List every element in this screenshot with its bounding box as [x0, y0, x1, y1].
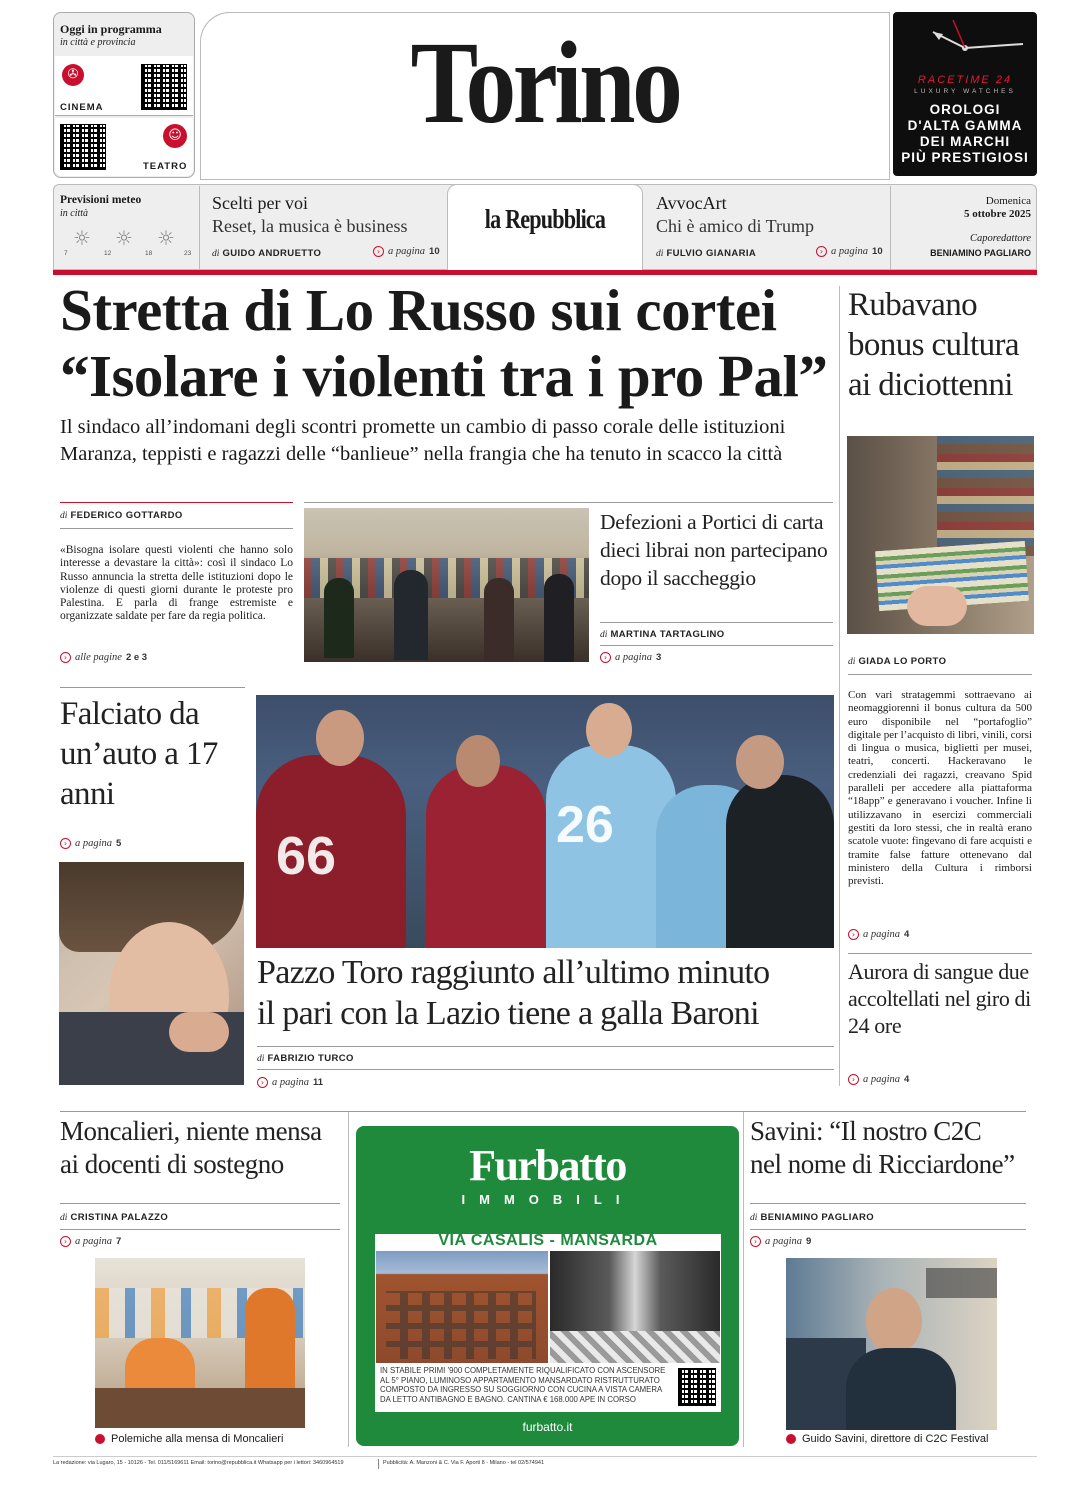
toro-page-ref[interactable]: › a pagina 11	[257, 1077, 323, 1088]
strip-red-rule	[53, 270, 1037, 275]
moncalieri-byline: di CRISTINA PALAZZO	[60, 1212, 169, 1223]
arrow-icon: ›	[750, 1236, 761, 1247]
savini-page-ref[interactable]: › a pagina 9	[750, 1236, 811, 1247]
bottom-rule	[60, 1111, 1026, 1112]
bonus-headline[interactable]: Rubavano bonus cultura ai diciottenni	[848, 287, 1019, 403]
aurora-page-ref[interactable]: › a pagina 4	[848, 1074, 909, 1085]
lead-rule	[60, 502, 293, 503]
weather-sun-icon-2: ☼	[115, 226, 133, 250]
footer-left: La redazione: via Lugaro, 15 - 10126 - Tel. 011/5169611 Email: torino@repubblica.it Whatsapp per i lettori: 3460964519	[53, 1460, 344, 1466]
theater-masks-icon: ☺	[163, 124, 187, 148]
moncalieri-headline-1[interactable]: Moncalieri, niente mensa	[60, 1116, 322, 1146]
box2-page-ref[interactable]: › a pagina 10	[816, 246, 883, 257]
weather-title: Previsioni meteo	[60, 194, 142, 206]
furbatto-banner: VIA CASALIS - MANSARDA	[438, 1232, 658, 1249]
moncalieri-page-ref[interactable]: › a pagina 7	[60, 1236, 121, 1247]
repubblica-logo: la Repubblica	[484, 204, 606, 234]
savini-portrait-photo	[786, 1258, 997, 1430]
falciato-page-ref[interactable]: › a pagina 5	[60, 838, 121, 849]
toro-headline-1[interactable]: Pazzo Toro raggiunto all’ultimo minuto	[257, 954, 770, 991]
masthead-title: Torino	[410, 17, 680, 148]
strip-divider-2	[890, 186, 891, 270]
aurora-headline[interactable]: Aurora di sangue due accoltellati nel giro di 24 ore	[848, 959, 1031, 1038]
moncalieri-headline-2[interactable]: ai docenti di sostegno	[60, 1149, 284, 1179]
portici-byline: di MARTINA TARTAGLINO	[600, 629, 725, 640]
cinema-qr-code[interactable]	[141, 64, 187, 110]
box1-kicker: Scelti per voi	[212, 193, 308, 213]
arrow-icon: ›	[600, 652, 611, 663]
furbatto-ad[interactable]	[356, 1126, 739, 1446]
bonus-byline-rule	[848, 674, 1032, 675]
portici-rule	[304, 502, 833, 503]
arrow-icon: ›	[60, 1236, 71, 1247]
racetime-line-2: D'ALTA GAMMA	[907, 118, 1023, 133]
camera-icon	[95, 1434, 105, 1444]
strip-divider-1	[199, 186, 200, 270]
arrow-icon: ›	[257, 1077, 268, 1088]
film-reel-icon: ✇	[62, 64, 84, 86]
school-canteen-photo	[95, 1258, 305, 1428]
racetime-brand: RACETIME 24	[917, 74, 1013, 86]
falciato-rule	[60, 687, 245, 688]
weather-sun-icon-1: ☼	[73, 226, 91, 250]
masthead-frame-left	[200, 12, 230, 180]
footer-rule	[53, 1456, 1037, 1457]
arrow-icon: ›	[373, 246, 384, 257]
program-subtitle: in città e provincia	[60, 37, 136, 48]
weather-sun-icon-3: ☼	[157, 226, 175, 250]
lead-subhead-1: Il sindaco all’indomani degli scontri promette un cambio di passo corale delle istituzioni	[60, 416, 786, 438]
footer-right: Pubblicità: A. Manzoni & C. Via F. Aporti 8 - Milano - tel 02/574941	[383, 1460, 545, 1466]
date: 5 ottobre 2025	[963, 208, 1031, 220]
furbatto-site[interactable]: furbatto.it	[522, 1420, 573, 1434]
aurora-rule	[848, 953, 1032, 954]
book-fair-photo	[304, 508, 589, 662]
program-title: Oggi in programma	[60, 22, 162, 36]
bonus-body: Con vari stratagemmi sottraevano ai neomaggiorenni il bonus cultura da 500 euro disponibile nel “portafoglio” digitale per l’acquisto di libri, vinili, corsi di lingua o musica, biglietti per musei, teatri, concerti. Hackeravano le credenziali dei ragazzi, creavano Spid paralleli per accedere alla piattaforma “18app” e generavano i voucher. Infine li utilizzavano in esercizi commerciali gestiti da loro stessi, che in realtà erano scatole vuote: fingevano di fare acquisti e tramite false fatture ottenevano dal ministero della Cultura i rimborsi previsti.	[848, 689, 1032, 888]
lead-headline-1[interactable]: Stretta di Lo Russo sui cortei	[60, 277, 777, 343]
toro-headline-2[interactable]: il pari con la Lazio tiene a galla Baroni	[257, 995, 759, 1032]
football-match-photo: 66 26	[256, 695, 834, 948]
lead-rule-2	[60, 528, 293, 529]
furbatto-qr-code[interactable]	[678, 1368, 716, 1406]
weather-hour-1: 7	[64, 250, 68, 257]
editor-name: BENIAMINO PAGLIARO	[930, 248, 1031, 258]
toro-byline: di FABRIZIO TURCO	[257, 1053, 354, 1064]
arrow-icon: ›	[848, 929, 859, 940]
hallway-photo	[550, 1251, 720, 1363]
arrow-icon: ›	[60, 652, 71, 663]
bonus-byline: di GIADA LO PORTO	[848, 656, 947, 667]
arrow-icon: ›	[816, 246, 827, 257]
furbatto-text: IN STABILE PRIMI ’900 COMPLETAMENTE RIQUALIFICATO CON ASCENSORE AL 5° PIANO, LUMINOSO APPARTAMENTO MANSARDATO RISTRUTTURATO COMPOSTO DA INGRESSO SU SOGGIORNO CON CUCINA A VISTA CAMERA DA LETTO ANTIBAGNO E BAGNO. CANTINA € 168.000 APE IN CORSO	[380, 1366, 666, 1404]
racetime-line-1: OROLOGI	[929, 102, 1001, 117]
savini-headline-2[interactable]: nel nome di Ricciardone”	[750, 1149, 1015, 1179]
savini-byline-rule-2	[750, 1229, 1026, 1230]
moncalieri-caption: Polemiche alla mensa di Moncalieri	[95, 1433, 283, 1445]
weather-subtitle: in città	[60, 208, 89, 219]
teatro-qr-code[interactable]	[60, 124, 106, 170]
box1-page-ref[interactable]: › a pagina 10	[373, 246, 440, 257]
falciato-headline[interactable]: Falciato da un’auto a 17 anni	[60, 696, 218, 812]
furbatto-brand-sub: IMMOBILI	[461, 1192, 634, 1207]
racetime-ad[interactable]	[893, 12, 1037, 176]
editor-label: Caporedattore	[969, 233, 1031, 244]
teatro-label: TEATRO	[143, 161, 188, 172]
building-facade-photo	[376, 1251, 548, 1363]
racetime-tagline: LUXURY WATCHES	[914, 88, 1016, 95]
racetime-line-3: DEI MARCHI	[919, 134, 1011, 149]
moncalieri-byline-rule-2	[60, 1229, 340, 1230]
camera-icon	[786, 1434, 796, 1444]
lead-page-ref[interactable]: › alle pagine 2 e 3	[60, 652, 147, 663]
lead-headline-2[interactable]: “Isolare i violenti tra i pro Pal”	[60, 343, 828, 409]
lead-subhead-2: Maranza, teppisti e ragazzi delle “banlieue” nella frangia che ha tenuto in scacco la città	[60, 443, 783, 465]
portici-byline-rule	[600, 622, 833, 623]
books-in-hands-photo	[847, 436, 1034, 634]
savini-byline: di BENIAMINO PAGLIARO	[750, 1212, 875, 1223]
arrow-icon: ›	[60, 838, 71, 849]
bottom-divider-2	[743, 1112, 744, 1447]
weather-hour-2: 12	[104, 250, 112, 257]
box1-byline: di GUIDO ANDRUETTO	[212, 248, 322, 259]
bottom-divider-1	[348, 1112, 349, 1447]
lead-body: «Bisogna isolare questi violenti che hanno solo interesse a devastare la città»: così il sindaco Lo Russo annuncia la stretta delle istituzioni dopo le violenze di questi giorni durante le proteste pro Palestina. E parla di frange estremiste e organizzate saldate per fare da regia politica.	[60, 544, 293, 623]
box2-byline: di FULVIO GIANARIA	[656, 248, 757, 259]
clock-hands-graphic	[893, 12, 1037, 82]
arrow-icon: ›	[848, 1074, 859, 1085]
cinema-label: CINEMA	[60, 102, 104, 113]
toro-byline-rule-2	[257, 1069, 834, 1070]
portici-byline-rule-2	[600, 645, 833, 646]
footer-divider	[378, 1459, 379, 1469]
savini-headline-1[interactable]: Savini: “Il nostro C2C	[750, 1116, 982, 1146]
young-man-portrait-photo	[59, 862, 244, 1085]
savini-byline-rule	[750, 1203, 1026, 1204]
moncalieri-byline-rule	[60, 1203, 340, 1204]
lead-byline: di FEDERICO GOTTARDO	[60, 510, 183, 521]
weather-hour-4: 23	[184, 250, 192, 257]
furbatto-brand: Furbatto	[469, 1141, 626, 1190]
portici-page-ref[interactable]: › a pagina 3	[600, 652, 661, 663]
portici-headline[interactable]: Defezioni a Portici di carta dieci librai non partecipano dopo il saccheggio	[600, 510, 828, 590]
racetime-line-4: PIÙ PRESTIGIOSI	[901, 150, 1029, 165]
savini-caption: Guido Savini, direttore di C2C Festival	[786, 1433, 988, 1445]
bonus-page-ref[interactable]: › a pagina 4	[848, 929, 909, 940]
weather-hour-3: 18	[145, 250, 153, 257]
date-day: Domenica	[985, 195, 1031, 207]
box2-title[interactable]: Chi è amico di Trump	[656, 216, 815, 236]
box1-title[interactable]: Reset, la musica è business	[212, 216, 408, 236]
lead-right-rule	[839, 286, 840, 1086]
box2-kicker: AvvocArt	[656, 193, 727, 213]
toro-byline-rule	[257, 1046, 834, 1047]
